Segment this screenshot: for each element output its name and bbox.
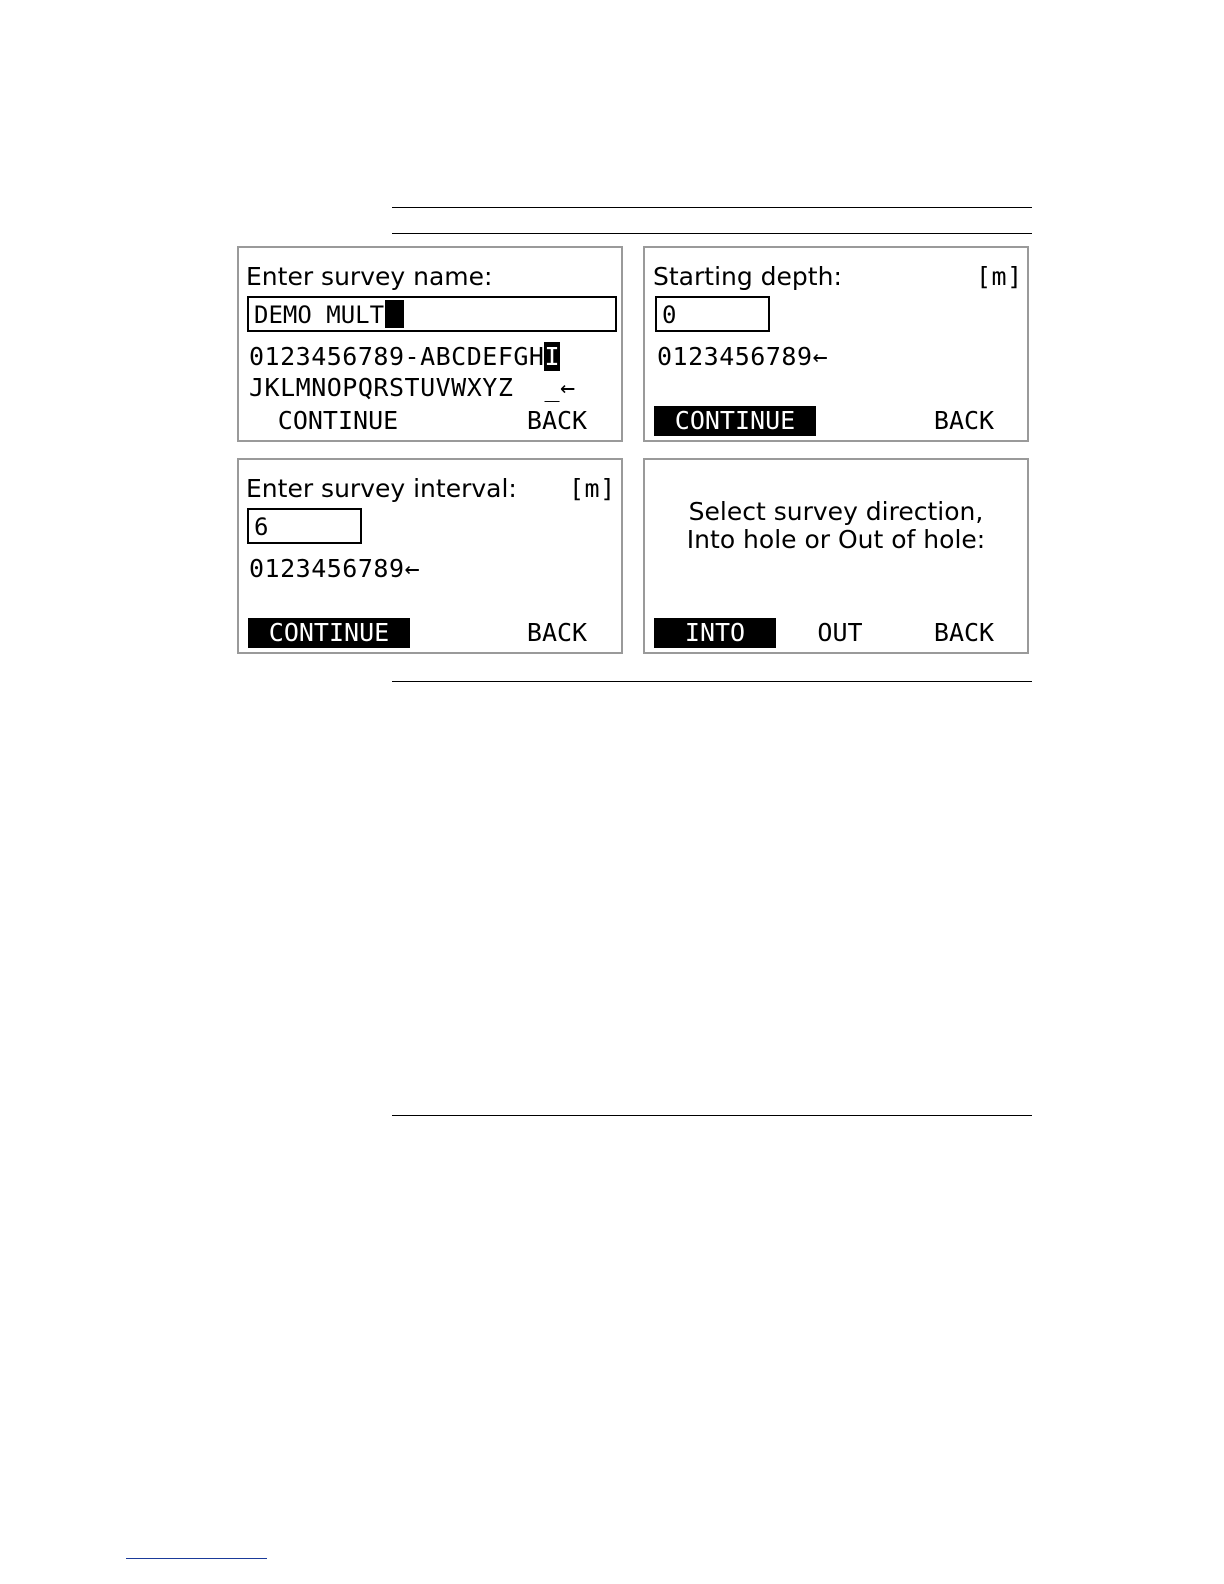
space-backspace-keys[interactable]: _← [544, 373, 576, 402]
charset-line-1 [249, 343, 560, 371]
bottom-rule-1 [392, 681, 1032, 682]
top-rule-1 [392, 207, 1032, 208]
direction-message-line-1: Select survey direction, [688, 497, 984, 526]
charset-line-1-chars[interactable]: 0123456789-ABCDEFGH [249, 342, 545, 371]
back-button[interactable]: BACK [933, 406, 995, 435]
starting-depth-value: 0 [662, 301, 677, 329]
starting-depth-field[interactable] [655, 296, 770, 332]
survey-interval-prompt: Enter survey interval: [246, 474, 517, 503]
survey-interval-value: 6 [254, 513, 269, 541]
continue-button[interactable]: CONTINUE [654, 406, 816, 436]
back-button[interactable]: BACK [933, 618, 995, 647]
interval-unit-label: [m] [569, 474, 616, 503]
survey-name-value: DEMO MULT [254, 301, 385, 329]
footnote-rule [126, 1558, 267, 1559]
charset-line-2 [249, 374, 576, 402]
survey-direction-screen [643, 458, 1029, 654]
charset-line-2-chars[interactable]: JKLMNOPQRSTUVWXYZ [249, 373, 514, 402]
survey-interval-screen [237, 458, 623, 654]
survey-name-field[interactable] [247, 296, 617, 332]
continue-button[interactable]: CONTINUE [248, 618, 410, 648]
back-button[interactable]: BACK [526, 406, 588, 435]
text-cursor [385, 300, 404, 328]
starting-depth-screen [643, 246, 1029, 442]
charset-selected-char[interactable]: I [544, 342, 561, 371]
numeric-charset[interactable]: 0123456789← [249, 554, 421, 583]
depth-unit-label: [m] [976, 262, 1023, 291]
top-rule-2 [392, 233, 1032, 234]
out-button[interactable]: OUT [817, 618, 863, 647]
survey-name-screen [237, 246, 623, 442]
survey-interval-field[interactable] [247, 508, 362, 544]
into-button[interactable]: INTO [654, 618, 776, 648]
continue-button[interactable]: CONTINUE [277, 406, 399, 435]
back-button[interactable]: BACK [526, 618, 588, 647]
direction-message-line-2: Into hole or Out of hole: [686, 525, 986, 554]
survey-name-prompt: Enter survey name: [246, 262, 493, 291]
numeric-charset[interactable]: 0123456789← [657, 342, 829, 371]
starting-depth-prompt: Starting depth: [653, 262, 842, 291]
bottom-rule-2 [392, 1115, 1032, 1116]
